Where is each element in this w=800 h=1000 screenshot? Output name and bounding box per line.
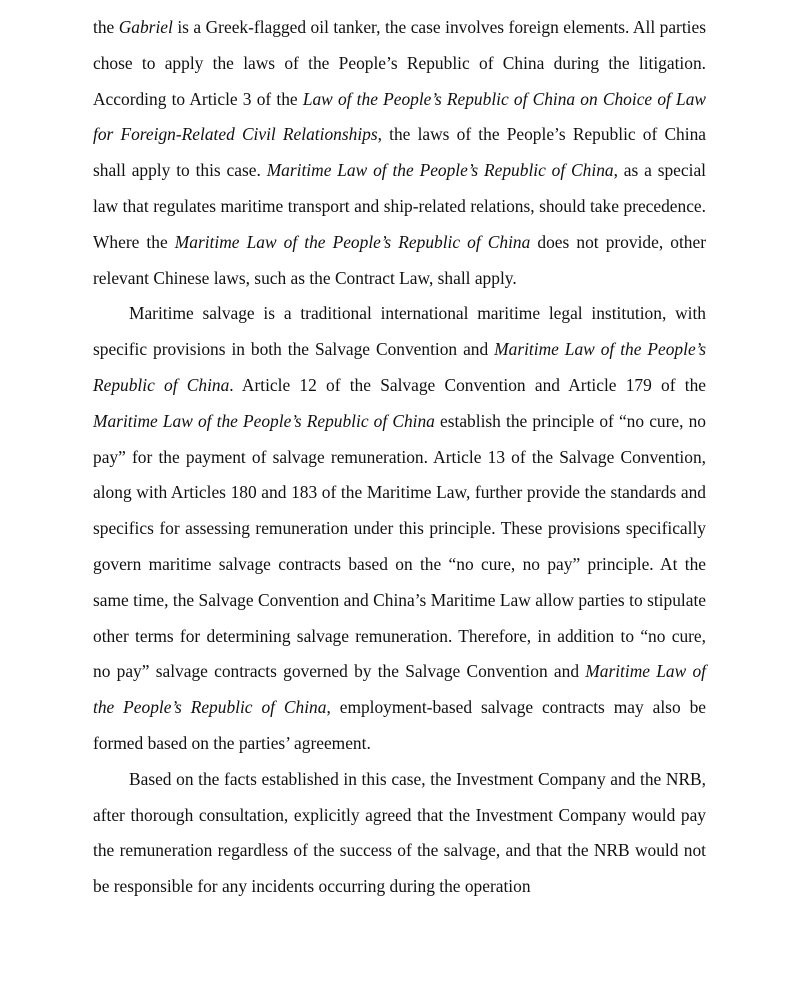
- paragraph-3: [93, 762, 706, 905]
- document-page: [93, 10, 706, 905]
- body-text: , employment-based salvage contracts may also be formed based on the parties’ agreement.: [93, 697, 706, 753]
- italic-text: Maritime Law of the People’s Republic of China: [93, 410, 435, 431]
- body-text: the: [93, 17, 119, 37]
- body-text: , as a special law that regulates maritime transport and ship-related relations, should take precedence. Where the: [93, 160, 706, 252]
- paragraph-1: [93, 10, 706, 296]
- italic-text: Maritime Law of the People’s Republic of China: [174, 231, 531, 252]
- italic-text: Maritime Law of the People’s Republic of China: [266, 160, 614, 181]
- body-text: is a Greek-flagged oil tanker, the case involves foreign elements. All parties chose to apply the laws of the People’s Republic of China during the litigation. According to Article 3 of the: [93, 17, 706, 109]
- body-text: does not provide, other relevant Chinese laws, such as the Contract Law, shall apply.: [93, 231, 706, 288]
- body-text: , the laws of the People’s Republic of China shall apply to this case.: [93, 124, 707, 181]
- body-text: . Article 12 of the Salvage Convention and Article 179 of the: [229, 374, 706, 395]
- paragraph-2: [93, 296, 706, 761]
- body-text: Based on the facts established in this case, the Investment Company and the NRB, after thorough consultation, explicitly agreed that the Investment Company would pay the remuneration regardless of the success of the salvage, and that the NRB would not be responsible for any incidents occurring during the operation: [93, 768, 706, 897]
- body-text: establish the principle of “no cure, no pay” for the payment of salvage remuneration. Article 13 of the Salvage Convention, along with Articles 180 and 183 of the Maritime Law, further provide the standards and specifics for assessing remuneration under this principle. These provisions specifically govern maritime salvage contracts based on the “no cure, no pay” principle. At the same time, the Salvage Convention and China’s Maritime Law allow parties to stipulate other terms for determining salvage remuneration. Therefore, in addition to “no cure, no pay” salvage contracts governed by the Salvage Convention and: [93, 410, 706, 682]
- body-text: Maritime salvage is a traditional international maritime legal institution, with specific provisions in both the Salvage Convention and: [93, 303, 706, 360]
- italic-text: Gabriel: [118, 17, 173, 37]
- italic-text: Law of the People’s Republic of China on Choice of Law for Foreign-Related Civil Relationships: [93, 88, 707, 145]
- italic-text: Maritime Law of the People’s Republic of China: [93, 339, 706, 395]
- italic-text: Maritime Law of the People’s Republic of China: [93, 661, 706, 718]
